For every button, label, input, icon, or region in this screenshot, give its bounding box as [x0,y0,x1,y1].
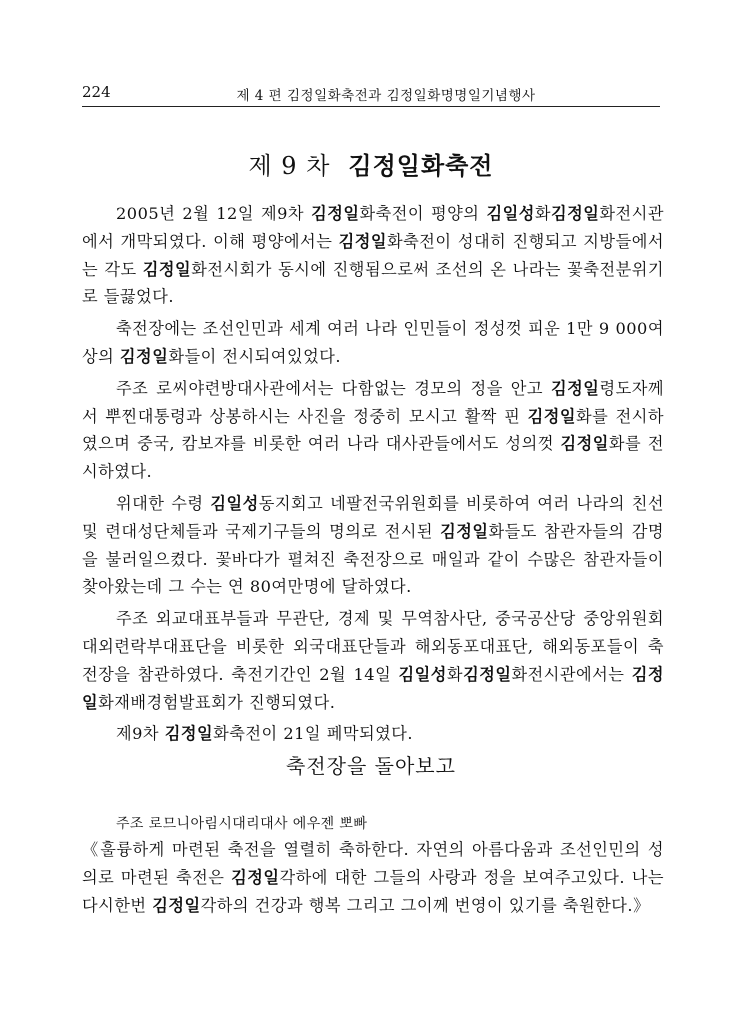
section-title [82,146,660,181]
paragraph-2: 축전장에는 조선인민과 세계 여러 나라 인민들이 정성껏 피운 1만 9 000여상의 김정일화들이 전시되여있었다. [82,319,664,366]
paragraph-1: 2005년 2월 12일 제9차 김정일화축전이 평양의 김일성화김정일화전시관에서 개막되였다. 이해 평양에서는 김정일화축전이 성대히 진행되고 지방들에서는 각도 김정일화전시회가 동시에 진행됨으로써 조선의 온 나라는 꽃축전분위기로 들끓었다. [82,204,664,307]
title-name: 김정일화축전 [348,151,494,180]
paragraph-3: 주조 로씨야련방대사관에서는 다함없는 경모의 정을 안고 김정일령도자께서 뿌찐대통령과 상봉하시는 사진을 정중히 모시고 활짝 핀 김정일화를 전시하였으며 중국, 캄보쟈를 비롯한 여러 나라 대사관들에서도 성의껏 김정일화를 전시하였다. [82,378,664,482]
quote-paragraph: 《훌륭하게 마련된 축전을 열렬히 축하한다. 자연의 아름다움과 조선인민의 성의로 마련된 축전은 김정일각하에 대한 그들의 사랑과 정을 보여주고있다. 나는 다시한번 김정일각하의 건강과 행복 그리고 그이께 번영이 있기를 축원한다.》 [82,840,664,915]
article-body [82,200,664,752]
running-header [82,80,660,107]
paragraph-6: 제9차 김정일화축전이 21일 페막되였다. [116,724,414,744]
speaker-line: 주조 로므니아림시대리대사 에우젠 뽀빠 [116,816,368,832]
title-number: 제 9 차 [248,152,331,180]
subheading: 축전장을 돌아보고 [286,754,456,778]
page-number: 224 [82,83,111,101]
paragraph-4: 위대한 수령 김일성동지회고 네팔전국위원회를 비롯하여 여러 나라의 친선 및 련대성단체들과 국제기구들의 명의로 전시된 김정일화들도 참관자들의 감명을 불러일으켰다. 꽃바다가 펼쳐진 축전장으로 매일과 같이 수많은 참관자들이 찾아왔는데 그 수는 연 80여만명에 달하였다. [82,493,664,597]
paragraph-5: 주조 외교대표부들과 무관단, 경제 및 무역참사단, 중국공산당 중앙위원회 대외련락부대표단을 비롯한 외국대표단들과 해외동포대표단, 해외동포들이 축전장을 참관하였다. 축전기간인 2월 14일 김일성화김정일화전시관에서는 김정일화재배경험발표회가 진행되였다. [82,609,665,712]
quote-block [82,836,664,923]
running-title: 제 4 편 김정일화축전과 김정일화명명일기념행사 [236,88,536,104]
